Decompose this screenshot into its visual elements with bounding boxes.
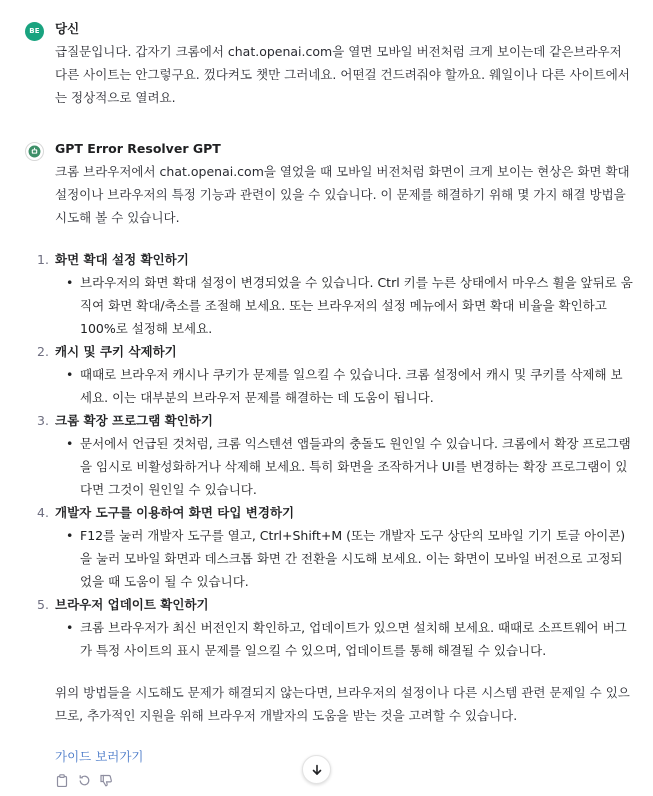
assistant-author-name: GPT Error Resolver GPT bbox=[55, 141, 221, 156]
user-author-name: 당신 bbox=[55, 21, 80, 36]
message-actions bbox=[55, 773, 113, 787]
regenerate-button[interactable] bbox=[77, 773, 91, 787]
refresh-icon bbox=[78, 774, 91, 787]
user-avatar-initials: BE bbox=[29, 27, 40, 35]
user-message bbox=[25, 18, 633, 109]
user-avatar bbox=[25, 22, 44, 41]
solution-detail: • 문서에서 언급된 것처럼, 크롬 익스텐션 앱들과의 충돌도 원인일 수 있습니다. 크롬에서 확장 프로그램을 임시로 비활성화하거나 삭제해 보세요. 특히 화면을 조작하거나 UI를 변경하는 확장 프로그램이 있다면 그것이 원인일 수 있습니다. bbox=[64, 432, 633, 501]
bullet-icon: • bbox=[66, 620, 74, 635]
solution-item bbox=[37, 593, 633, 662]
solution-title: 화면 확대 설정 확인하기 bbox=[55, 252, 189, 267]
solution-item bbox=[37, 248, 633, 340]
gpt-logo-icon bbox=[28, 145, 41, 158]
solution-title: 개발자 도구를 이용하여 화면 타입 변경하기 bbox=[55, 505, 295, 520]
scroll-down-button[interactable] bbox=[302, 755, 331, 784]
bullet-icon: • bbox=[66, 275, 74, 290]
solution-title: 크롬 확장 프로그램 확인하기 bbox=[55, 413, 213, 428]
solution-title: 브라우저 업데이트 확인하기 bbox=[55, 597, 209, 612]
user-message-text: 급질문입니다. 갑자기 크롬에서 chat.openai.com을 열면 모바일 버전처럼 크게 보이는데 같은브라우저 다른 사이트는 안그렇구요. 껐다켜도 챗만 그러네요. 어떤걸 건드려줘야 할까요. 웨일이나 다른 사이트에서는 정상적으로 열려요. bbox=[55, 44, 630, 105]
solution-item bbox=[37, 340, 633, 409]
bullet-icon: • bbox=[66, 528, 74, 543]
assistant-intro-text: 크롬 브라우저에서 chat.openai.com을 열었을 때 모바일 버전처럼 화면이 크게 보이는 현상은 화면 확대 설정이나 브라우저의 특정 기능과 관련이 있을 수 있습니다. 이 문제를 해결하기 위해 몇 가지 해결 방법을 시도해 볼 수 있습니다. bbox=[55, 164, 630, 225]
clipboard-icon bbox=[56, 774, 68, 787]
solution-number: 5. bbox=[37, 597, 49, 612]
dislike-button[interactable] bbox=[99, 773, 113, 787]
solution-title: 캐시 및 쿠키 삭제하기 bbox=[55, 344, 177, 359]
solution-detail: • 크롬 브라우저가 최신 버전인지 확인하고, 업데이트가 있으면 설치해 보세요. 때때로 소프트웨어 버그가 특정 사이트의 표시 문제를 일으킬 수 있으며, 업데이트를 통해 해결될 수 있습니다. bbox=[64, 616, 633, 662]
solution-list bbox=[37, 248, 633, 662]
solution-item bbox=[37, 501, 633, 593]
copy-button[interactable] bbox=[55, 773, 69, 787]
guide-link[interactable]: 가이드 보러가기 bbox=[55, 749, 144, 764]
thumbs-down-icon bbox=[100, 774, 113, 787]
solution-number: 3. bbox=[37, 413, 49, 428]
gpt-avatar bbox=[25, 142, 44, 161]
solution-detail: • 브라우저의 화면 확대 설정이 변경되었을 수 있습니다. Ctrl 키를 누른 상태에서 마우스 휠을 앞뒤로 움직여 화면 확대/축소를 조절해 보세요. 또는 브라우저의 설정 메뉴에서 화면 확대 비율을 확인하고 100%로 설정해 보세요. bbox=[64, 271, 633, 340]
assistant-message bbox=[25, 138, 633, 768]
solution-item bbox=[37, 409, 633, 501]
bullet-icon: • bbox=[66, 436, 74, 451]
solution-number: 1. bbox=[37, 252, 49, 267]
solution-detail: • F12를 눌러 개발자 도구를 열고, Ctrl+Shift+M (또는 개발자 도구 상단의 모바일 기기 토글 아이콘)을 눌러 모바일 화면과 데스크톱 화면 간 전환을 시도해 보세요. 이는 화면이 모바일 버전으로 고정되었을 때 도움이 될 수 있습니다. bbox=[64, 524, 633, 593]
solution-number: 2. bbox=[37, 344, 49, 359]
solution-number: 4. bbox=[37, 505, 49, 520]
assistant-outro-text: 위의 방법들을 시도해도 문제가 해결되지 않는다면, 브라우저의 설정이나 다른 시스템 관련 문제일 수 있으므로, 추가적인 지원을 위해 브라우저 개발자의 도움을 받는 것을 고려할 수 있습니다. bbox=[55, 685, 630, 723]
bullet-icon: • bbox=[66, 367, 74, 382]
solution-detail: • 때때로 브라우저 캐시나 쿠키가 문제를 일으킬 수 있습니다. 크롬 설정에서 캐시 및 쿠키를 삭제해 보세요. 이는 대부분의 브라우저 문제를 해결하는 데 도움이 됩니다. bbox=[64, 363, 633, 409]
arrow-down-icon bbox=[311, 764, 323, 776]
